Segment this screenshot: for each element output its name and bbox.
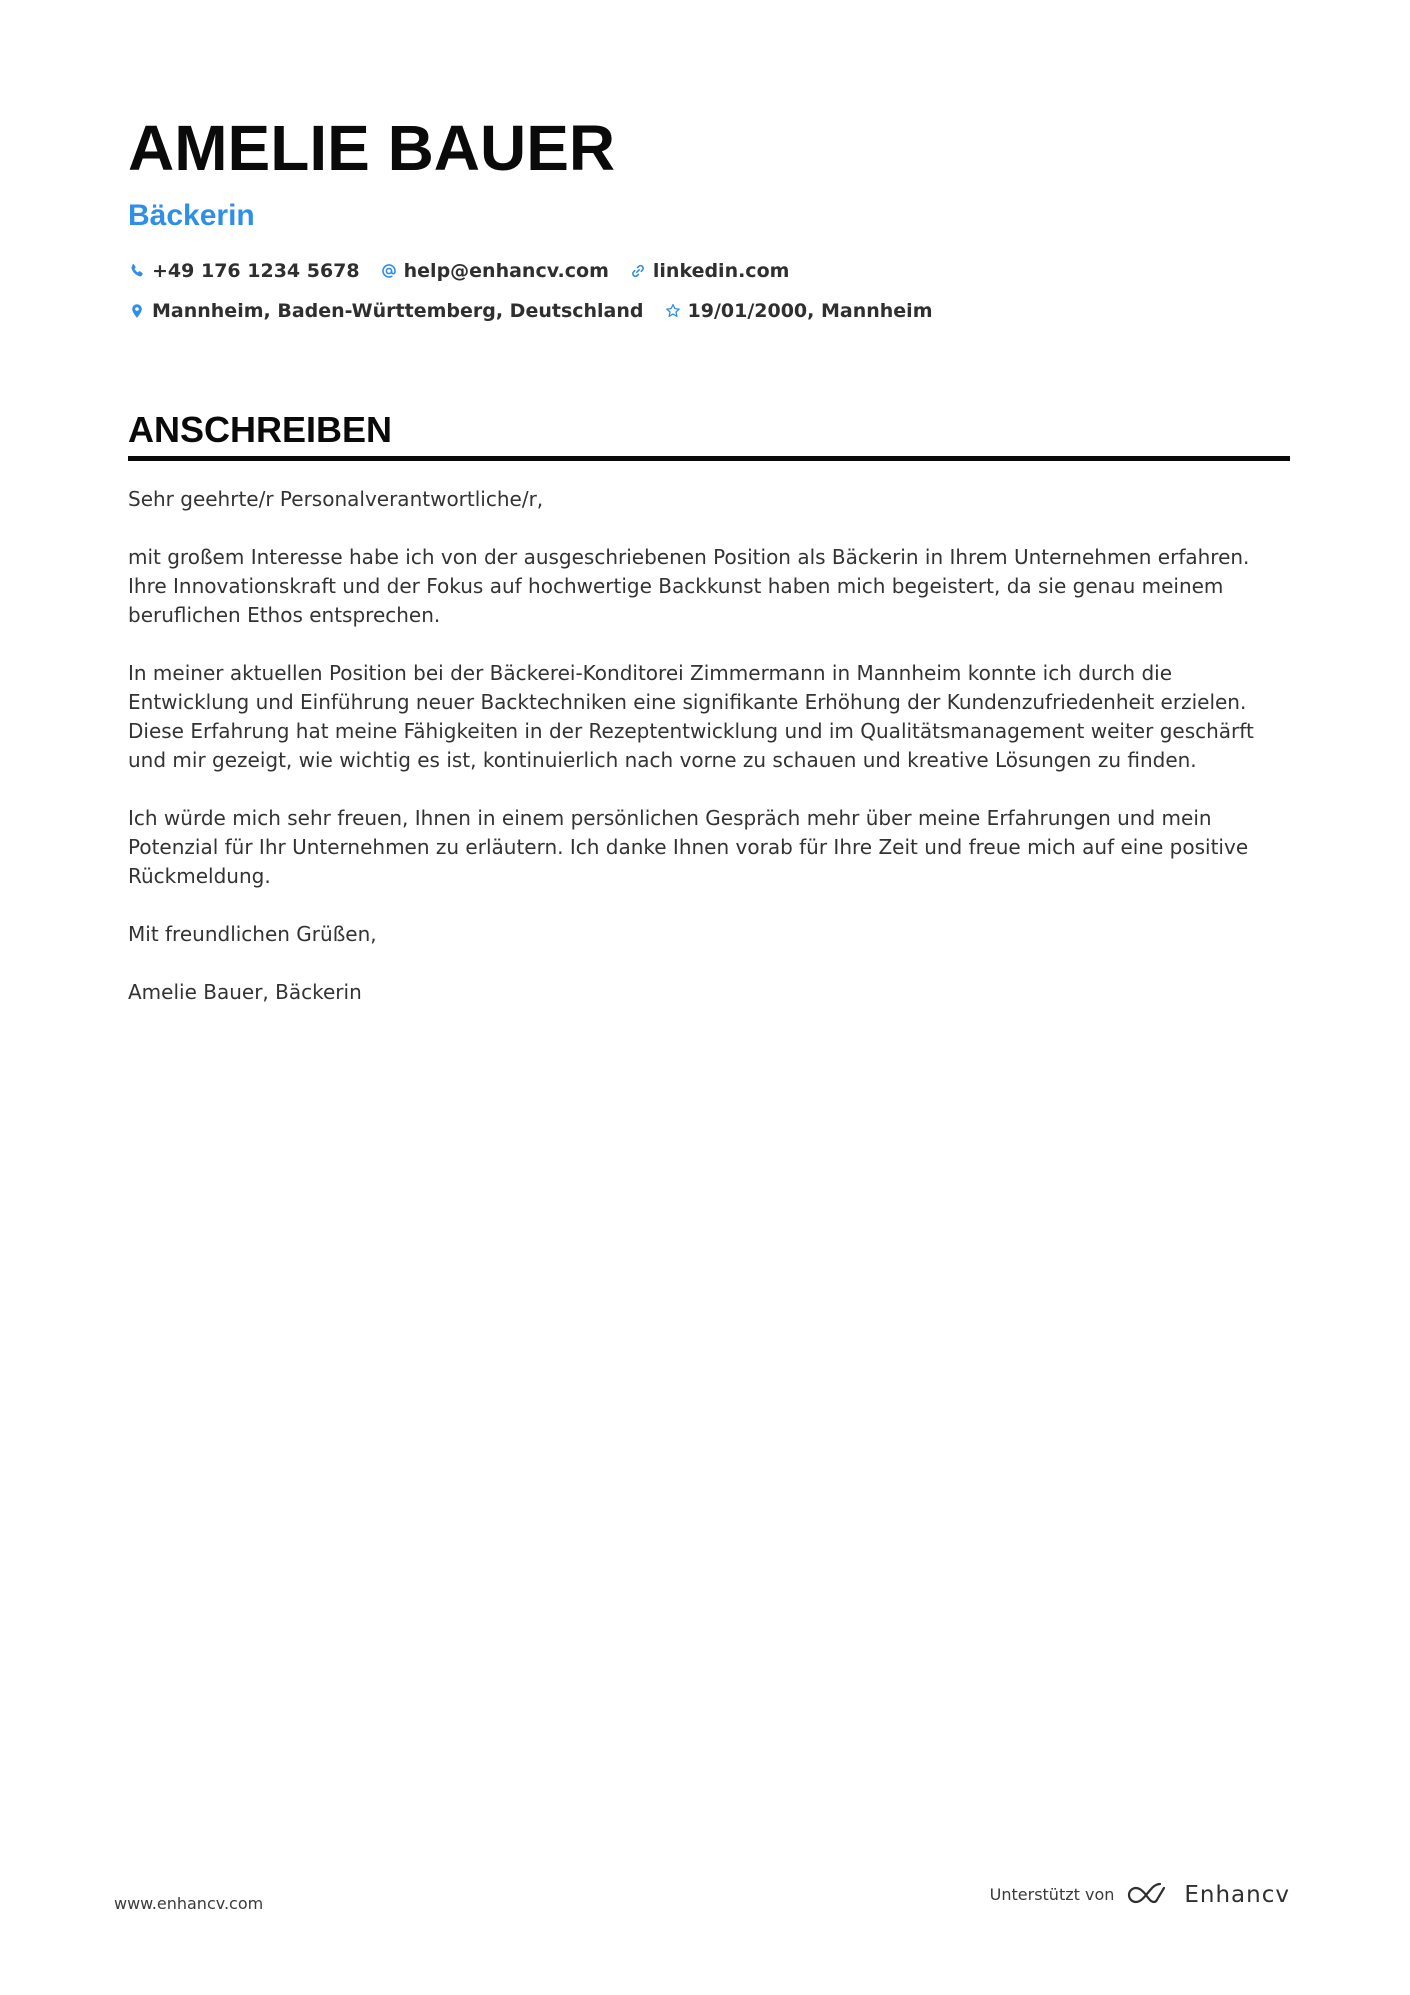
contact-email[interactable] [380,258,609,284]
letter-body [128,485,1290,1007]
letter-paragraph: In meiner aktuellen Position bei der Bäckerei-Konditorei Zimmermann in Mannheim konnte ich durch die Entwicklung und Einführung neuer Backtechniken eine signifikante Erhöhung der Kundenzufriedenheit erzielen. Diese Erfahrung hat meine Fähigkeiten in der Rezeptentwicklung und im Qualitätsmanagement weiter geschärft und mir gezeigt, wie wichtig es ist, kontinuierlich nach vorne zu schauen und kreative Lösungen zu finden. [128,661,1254,772]
phone-text: +49 176 1234 5678 [152,260,360,282]
applicant-name: AMELIE BAUER [128,112,616,184]
footer-branding [990,1882,1290,1908]
linkedin-text[interactable]: linkedin.com [652,260,790,282]
contact-phone [128,258,360,284]
footer-website[interactable]: www.enhancv.com [114,1894,264,1913]
location-text: Mannheim, Baden-Württemberg, Deutschland [152,300,644,322]
section-title: ANSCHREIBEN [128,409,393,450]
section-divider [128,456,1290,461]
contact-location [128,298,644,324]
powered-by-text: Unterstützt von [989,1885,1115,1904]
letter-signature: Amelie Bauer, Bäckerin [128,980,362,1004]
letter-closing: Mit freundlichen Grüßen, [128,922,377,946]
letter-salutation: Sehr geehrte/r Personalverantwortliche/r, [128,487,544,511]
enhancv-logo-icon [1126,1882,1172,1908]
star-icon [664,302,682,320]
letter-paragraph: Ich würde mich sehr freuen, Ihnen in einem persönlichen Gespräch mehr über meine Erfahrungen und mein Potenzial für Ihr Unternehmen zu erläutern. Ich danke Ihnen vorab für Ihre Zeit und freue mich auf eine positive Rückmeldung. [128,806,1249,888]
job-title: Bäckerin [128,199,255,232]
link-icon [629,262,647,280]
letter-paragraph: mit großem Interesse habe ich von der ausgeschriebenen Position als Bäckerin in Ihrem Unternehmen erfahren. Ihre Innovationskraft und der Fokus auf hochwertige Backkunst haben mich begeistert, da sie genau meinem beruflichen Ethos entsprechen. [128,545,1250,627]
contact-info [128,258,1290,324]
birth-text: 19/01/2000, Mannheim [687,300,933,322]
contact-birth [664,298,933,324]
contact-linkedin[interactable] [629,258,790,284]
phone-icon [128,262,146,280]
brand-name: Enhancv [1184,1882,1290,1908]
email-text[interactable]: help@enhancv.com [403,260,609,282]
at-icon [380,262,398,280]
location-pin-icon [128,302,146,320]
document-content [128,108,1290,1036]
